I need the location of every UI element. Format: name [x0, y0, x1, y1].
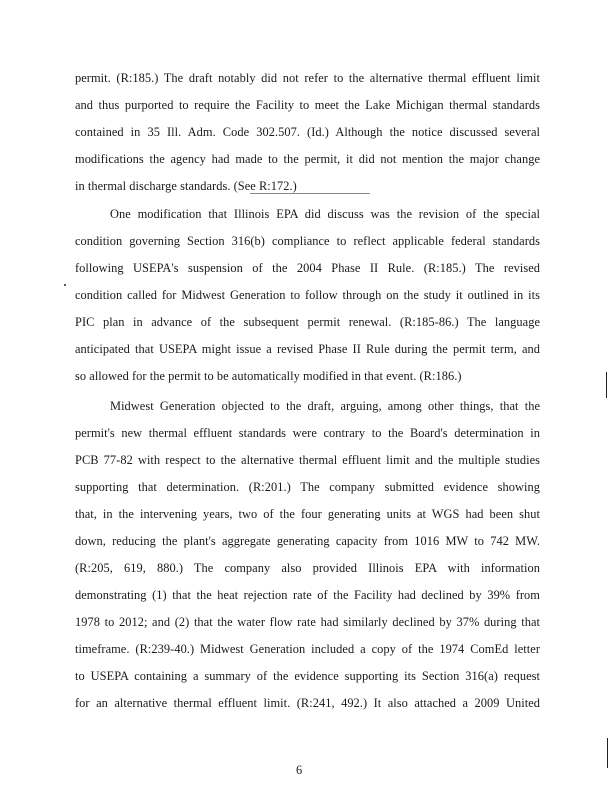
body-text-line: down, reducing the plant's aggregate generating capacity from 1016 MW to 742 MW.: [75, 534, 540, 548]
body-text-line: 1978 to 2012; and (2) that the water flow rate had similarly declined by 37% during that: [75, 615, 540, 629]
body-text-line: One modification that Illinois EPA did discuss was the revision of the special: [110, 207, 540, 221]
body-text-line: demonstrating (1) that the heat rejection rate of the Facility had declined by 39% from: [75, 588, 540, 602]
body-text-line: contained in 35 Ill. Adm. Code 302.507. (Id.) Although the notice discussed several: [75, 125, 540, 139]
body-text-line: Midwest Generation objected to the draft, arguing, among other things, that the: [110, 399, 540, 413]
body-text-line: (R:205, 619, 880.) The company also provided Illinois EPA with information: [75, 561, 540, 575]
body-text-line: so allowed for the permit to be automatically modified in that event. (R:186.): [75, 369, 462, 383]
page-number: 6: [296, 763, 303, 777]
scan-underline-mark: [250, 193, 370, 194]
scan-margin-mark: [606, 372, 607, 398]
body-text-line: that, in the intervening years, two of the four generating units at WGS had been shut: [75, 507, 540, 521]
body-text-line: anticipated that USEPA might issue a revised Phase II Rule during the permit term, and: [75, 342, 540, 356]
body-text-line: supporting that determination. (R:201.) The company submitted evidence showing: [75, 480, 540, 494]
body-text-line: to USEPA containing a summary of the evidence supporting its Section 316(a) request: [75, 669, 540, 683]
body-text-line: PIC plan in advance of the subsequent permit renewal. (R:185-86.) The language: [75, 315, 540, 329]
body-text-line: condition governing Section 316(b) compliance to reflect applicable federal standards: [75, 234, 540, 248]
body-text-line: permit. (R:185.) The draft notably did not refer to the alternative thermal effluent limit: [75, 71, 540, 85]
body-text-line: and thus purported to require the Facility to meet the Lake Michigan thermal standards: [75, 98, 540, 112]
body-text-line: permit's new thermal effluent standards were contrary to the Board's determination in: [75, 426, 540, 440]
body-text-line: for an alternative thermal effluent limit. (R:241, 492.) It also attached a 2009 United: [75, 696, 540, 710]
scan-margin-mark: [607, 738, 608, 768]
scan-dot-mark: [64, 284, 66, 286]
body-text-line: PCB 77-82 with respect to the alternative thermal effluent limit and the multiple studies: [75, 453, 540, 467]
body-text-line: condition called for Midwest Generation to follow through on the study it outlined in its: [75, 288, 540, 302]
body-text-line: timeframe. (R:239-40.) Midwest Generation included a copy of the 1974 ComEd letter: [75, 642, 540, 656]
body-text-line: following USEPA's suspension of the 2004 Phase II Rule. (R:185.) The revised: [75, 261, 540, 275]
body-text-line: modifications the agency had made to the permit, it did not mention the major change: [75, 152, 540, 166]
body-text-line: in thermal discharge standards. (See R:172.): [75, 179, 297, 193]
